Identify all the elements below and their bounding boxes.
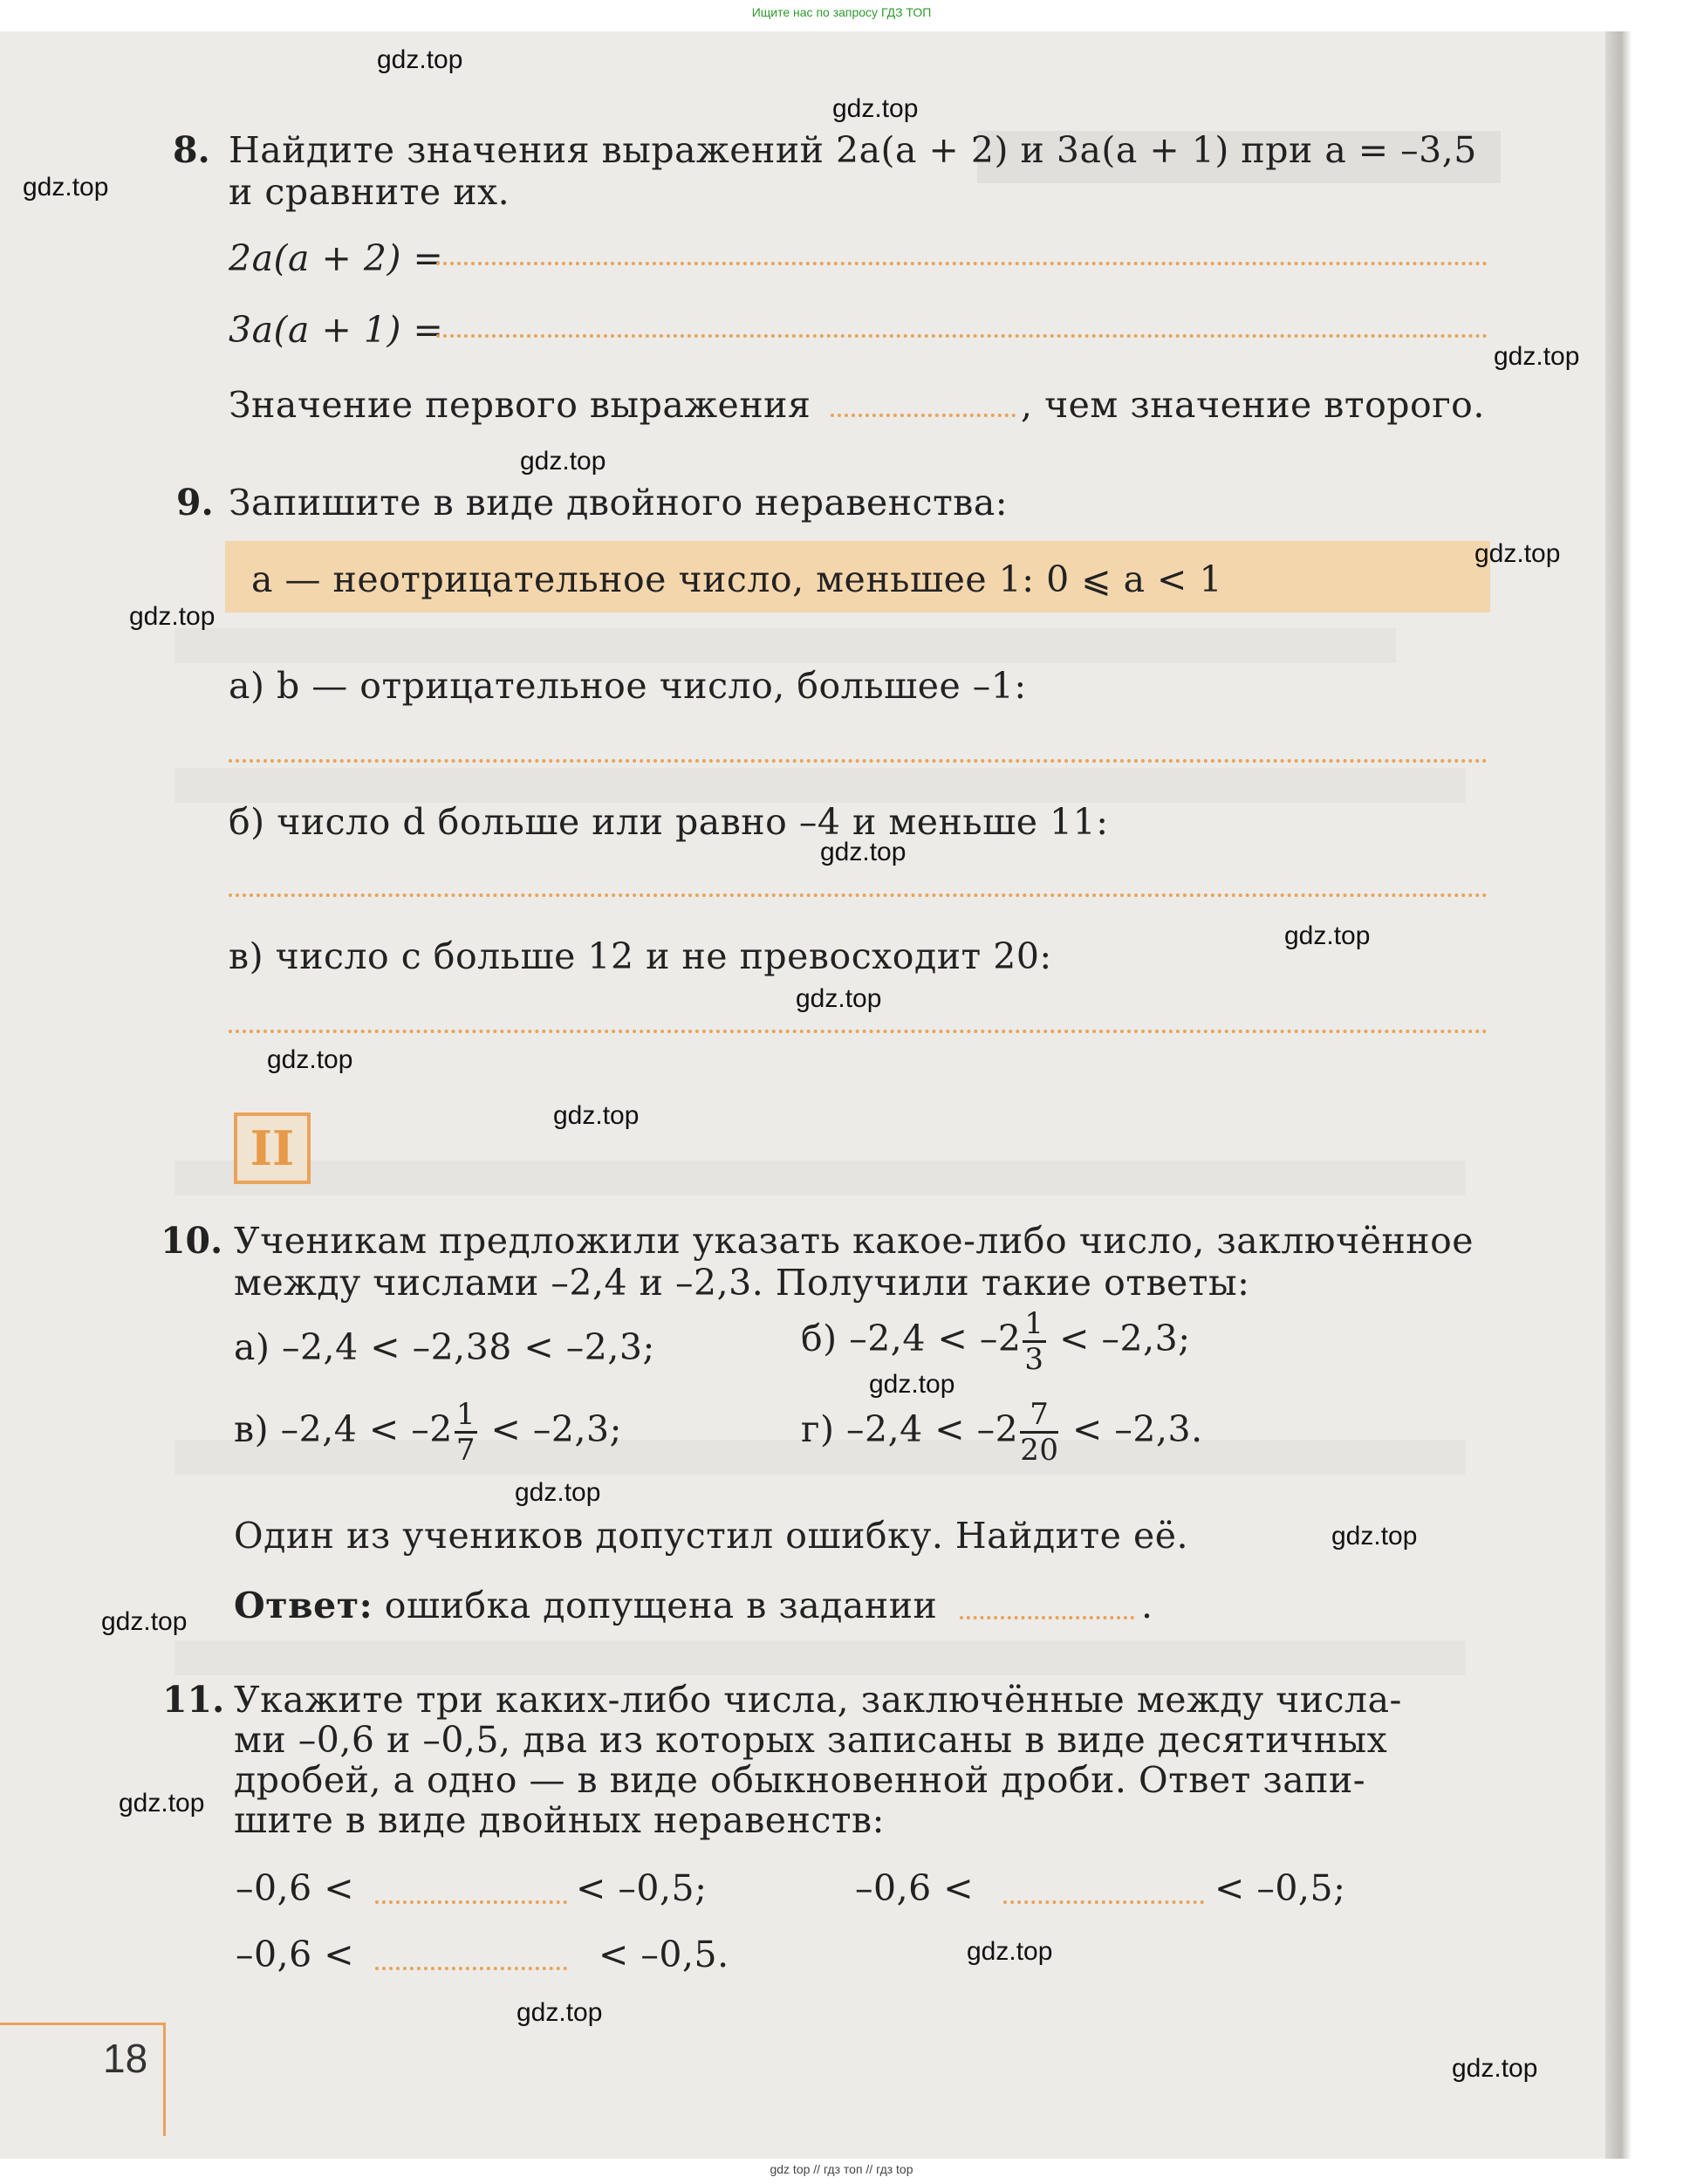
- ineq3-right: < –0,5.: [599, 1934, 729, 1975]
- task-11-number: 11.: [162, 1679, 225, 1721]
- watermark: gdz.top: [1331, 1522, 1418, 1551]
- option-v-denominator: 7: [455, 1433, 475, 1468]
- option-g-numerator: 7: [1020, 1400, 1058, 1434]
- ineq1-answer-line[interactable]: [375, 1900, 567, 1904]
- task-10-number: 10.: [161, 1220, 223, 1262]
- option-b-denominator: 3: [1024, 1342, 1044, 1377]
- task-9-example: a — неотрицательное число, меньшее 1: 0 ⩽ a < 1: [251, 558, 1223, 600]
- option-g-denominator: 20: [1020, 1433, 1059, 1468]
- task-10-option-v: [234, 1397, 622, 1468]
- task-10-question: Один из учеников допустил ошибку. Найдите её.: [234, 1515, 1189, 1557]
- option-v-right: < –2,3;: [490, 1408, 622, 1450]
- compare-right-text: , чем значение второго.: [1021, 384, 1485, 426]
- task-10-line2: между числами –2,4 и –2,3. Получили такие ответы:: [234, 1262, 1250, 1304]
- watermark: gdz.top: [520, 447, 606, 476]
- task-11-line4: шите в виде двойных неравенств:: [234, 1799, 885, 1841]
- answer-label: Ответ:: [234, 1585, 373, 1626]
- watermark: gdz.top: [869, 1370, 955, 1399]
- task-10-option-a: а) –2,4 < –2,38 < –2,3;: [234, 1326, 655, 1368]
- bottom-banner: gdz top // гдз топ // гдз top: [770, 2162, 913, 2176]
- task-9-b-answer-line[interactable]: [229, 893, 1488, 897]
- answer-end: .: [1141, 1585, 1153, 1626]
- watermark: gdz.top: [1452, 2054, 1538, 2083]
- section-badge: II: [234, 1113, 311, 1184]
- watermark: gdz.top: [119, 1789, 205, 1818]
- option-g-fraction: [1020, 1397, 1059, 1468]
- expr1-label: 2a(a + 2) =: [229, 237, 444, 279]
- task-8-line2: и сравните их.: [229, 171, 510, 213]
- ineq1-right: < –0,5;: [576, 1867, 708, 1909]
- task-11-line2: ми –0,6 и –0,5, два из которых записаны в виде десятичных: [234, 1719, 1388, 1761]
- option-v-numerator: 1: [455, 1397, 475, 1432]
- option-b-fraction: [1023, 1306, 1045, 1377]
- watermark: gdz.top: [1284, 921, 1371, 950]
- watermark: gdz.top: [967, 1937, 1053, 1966]
- watermark: gdz.top: [515, 1478, 601, 1507]
- task-11-line3: дробей, а одно — в виде обыкновенной дроби. Ответ запи-: [234, 1759, 1366, 1801]
- watermark: gdz.top: [1474, 539, 1561, 568]
- watermark: gdz.top: [820, 838, 906, 866]
- compare-answer-line[interactable]: [831, 414, 1016, 417]
- compare-left-text: Значение первого выражения: [229, 384, 811, 426]
- ineq2-answer-line[interactable]: [1003, 1900, 1204, 1904]
- task-10-option-g: [801, 1397, 1203, 1468]
- watermark: gdz.top: [101, 1607, 188, 1636]
- task-9-title: Запишите в виде двойного неравенства:: [229, 482, 1009, 524]
- task-9-item-b: б) число d больше или равно –4 и меньше 11:: [229, 801, 1109, 843]
- expr2-label: 3a(a + 1) =: [229, 309, 444, 351]
- task-11-line1: Укажите три каких-либо числа, заключённые между числа-: [234, 1679, 1402, 1721]
- ineq3-left: –0,6 <: [236, 1934, 355, 1975]
- task-8-line1: Найдите значения выражений 2a(a + 2) и 3a(a + 1) при a = –3,5: [229, 129, 1477, 171]
- task-10-option-b: [801, 1306, 1191, 1377]
- option-g-right: < –2,3.: [1072, 1408, 1203, 1450]
- page-number: 18: [103, 2036, 148, 2081]
- answer-text: ошибка допущена в задании: [384, 1585, 938, 1626]
- option-b-numerator: 1: [1024, 1306, 1044, 1341]
- ineq2-right: < –0,5;: [1214, 1867, 1346, 1909]
- option-b-left: б) –2,4 < –2: [801, 1318, 1022, 1359]
- task-9-a-answer-line[interactable]: [229, 759, 1488, 763]
- task-9-item-c: в) число c больше 12 и не превосходит 20:: [229, 935, 1052, 977]
- watermark: gdz.top: [267, 1045, 353, 1074]
- ineq3-answer-line[interactable]: [375, 1967, 567, 1970]
- task-9-c-answer-line[interactable]: [229, 1030, 1488, 1033]
- watermark: gdz.top: [1494, 342, 1580, 371]
- ineq1-left: –0,6 <: [236, 1867, 355, 1909]
- top-banner: Ищите нас по запросу ГДЗ ТОП: [751, 5, 932, 19]
- task-9-number: 9.: [176, 482, 214, 524]
- task-10-line1: Ученикам предложили указать какое-либо число, заключённое: [234, 1220, 1474, 1262]
- watermark: gdz.top: [796, 984, 882, 1013]
- ineq2-left: –0,6 <: [855, 1867, 975, 1909]
- task-10-answer-line[interactable]: [960, 1616, 1134, 1619]
- watermark: gdz.top: [23, 173, 109, 202]
- option-g-left: г) –2,4 < –2: [801, 1408, 1019, 1450]
- option-v-fraction: [455, 1397, 477, 1468]
- task-10-answer: [234, 1585, 937, 1626]
- watermark: gdz.top: [377, 45, 463, 74]
- watermark: gdz.top: [517, 1998, 603, 2027]
- task-9-item-a: а) b — отрицательное число, большее –1:: [229, 665, 1027, 707]
- task-8-number: 8.: [173, 129, 210, 171]
- page-edge-shadow: [1605, 31, 1632, 2159]
- watermark: gdz.top: [129, 602, 216, 631]
- watermark: gdz.top: [832, 94, 919, 123]
- expr1-answer-line[interactable]: [436, 262, 1488, 265]
- expr2-answer-line[interactable]: [436, 334, 1488, 338]
- option-v-left: в) –2,4 < –2: [234, 1408, 453, 1450]
- option-b-right: < –2,3;: [1059, 1318, 1191, 1359]
- watermark: gdz.top: [553, 1101, 640, 1130]
